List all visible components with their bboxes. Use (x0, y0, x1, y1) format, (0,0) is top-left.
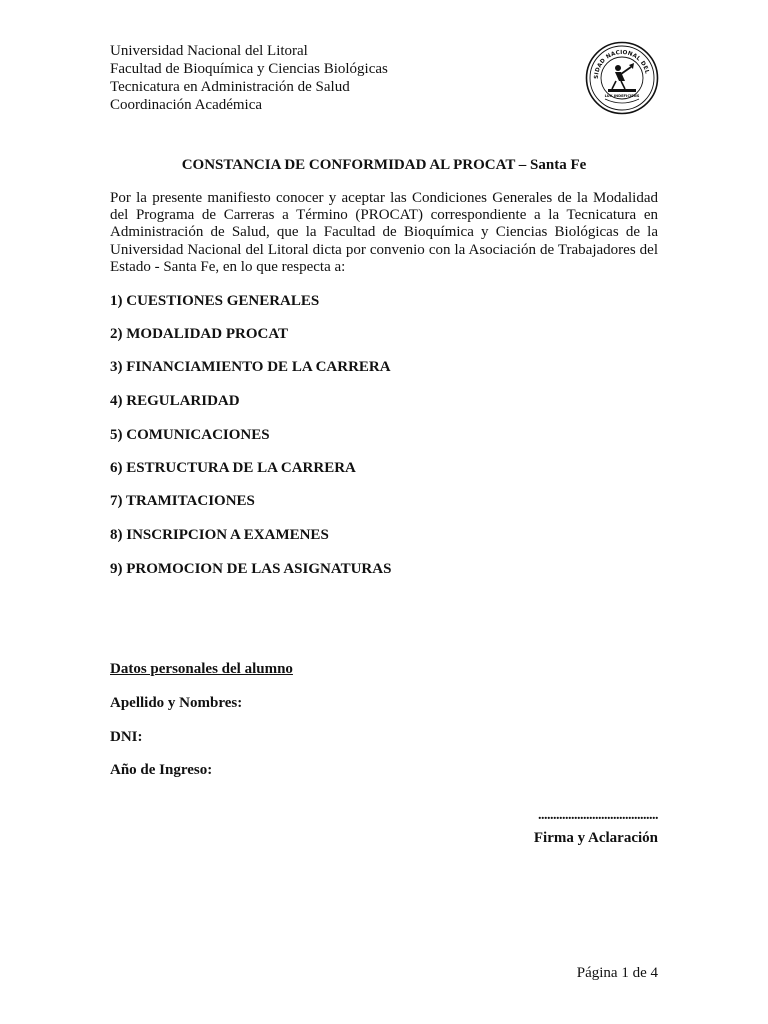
section-item: 4) REGULARIDAD (110, 393, 240, 409)
page-number: Página 1 de 4 (576, 965, 658, 981)
signature-label: Firma y Aclaración (533, 830, 658, 846)
section-item: 3) FINANCIAMIENTO DE LA CARRERA (110, 359, 391, 375)
document-title: CONSTANCIA DE CONFORMIDAD AL PROCAT – Santa Fe (181, 157, 587, 173)
seal-text: SIDAD NACIONAL DEL (593, 49, 650, 80)
section-item: 7) TRAMITACIONES (110, 493, 255, 509)
seal-motto: LUX INDEFICIENS (604, 94, 640, 98)
header-faculty: Facultad de Bioquímica y Ciencias Biológicas (110, 61, 388, 77)
section-item: 2) MODALIDAD PROCAT (110, 326, 289, 342)
section-item: 8) INSCRIPCION A EXAMENES (110, 527, 329, 543)
name-field-label: Apellido y Nombres: (110, 695, 243, 711)
header-coordination: Coordinación Académica (110, 97, 263, 113)
intro-paragraph: Por la presente manifiesto conocer y aceptar las Condiciones Generales de la Modalidad del Programa de Carreras a Término (PROCAT) correspondiente a la Tecnicatura en Administración de Salud, que la Facultad de Bioquímica y Ciencias Biológicas de la Universidad Nacional del Litoral dicta por convenio con la Asociación de Trabajadores del Estado - Santa Fe, en lo que respecta a: (110, 190, 658, 275)
section-item: 1) CUESTIONES GENERALES (110, 293, 320, 309)
university-seal-icon (585, 41, 659, 115)
header-program: Tecnicatura en Administración de Salud (110, 79, 350, 95)
section-item: 9) PROMOCION DE LAS ASIGNATURAS (110, 561, 392, 577)
section-item: 5) COMUNICACIONES (110, 427, 270, 443)
entry-year-field-label: Año de Ingreso: (110, 762, 213, 778)
header-university: Universidad Nacional del Litoral (110, 43, 308, 59)
section-item: 6) ESTRUCTURA DE LA CARRERA (110, 460, 356, 476)
dni-field-label: DNI: (110, 729, 143, 745)
institution-header (110, 42, 388, 114)
signature-line: ........................................ (538, 808, 658, 823)
personal-data-heading: Datos personales del alumno (110, 661, 293, 677)
